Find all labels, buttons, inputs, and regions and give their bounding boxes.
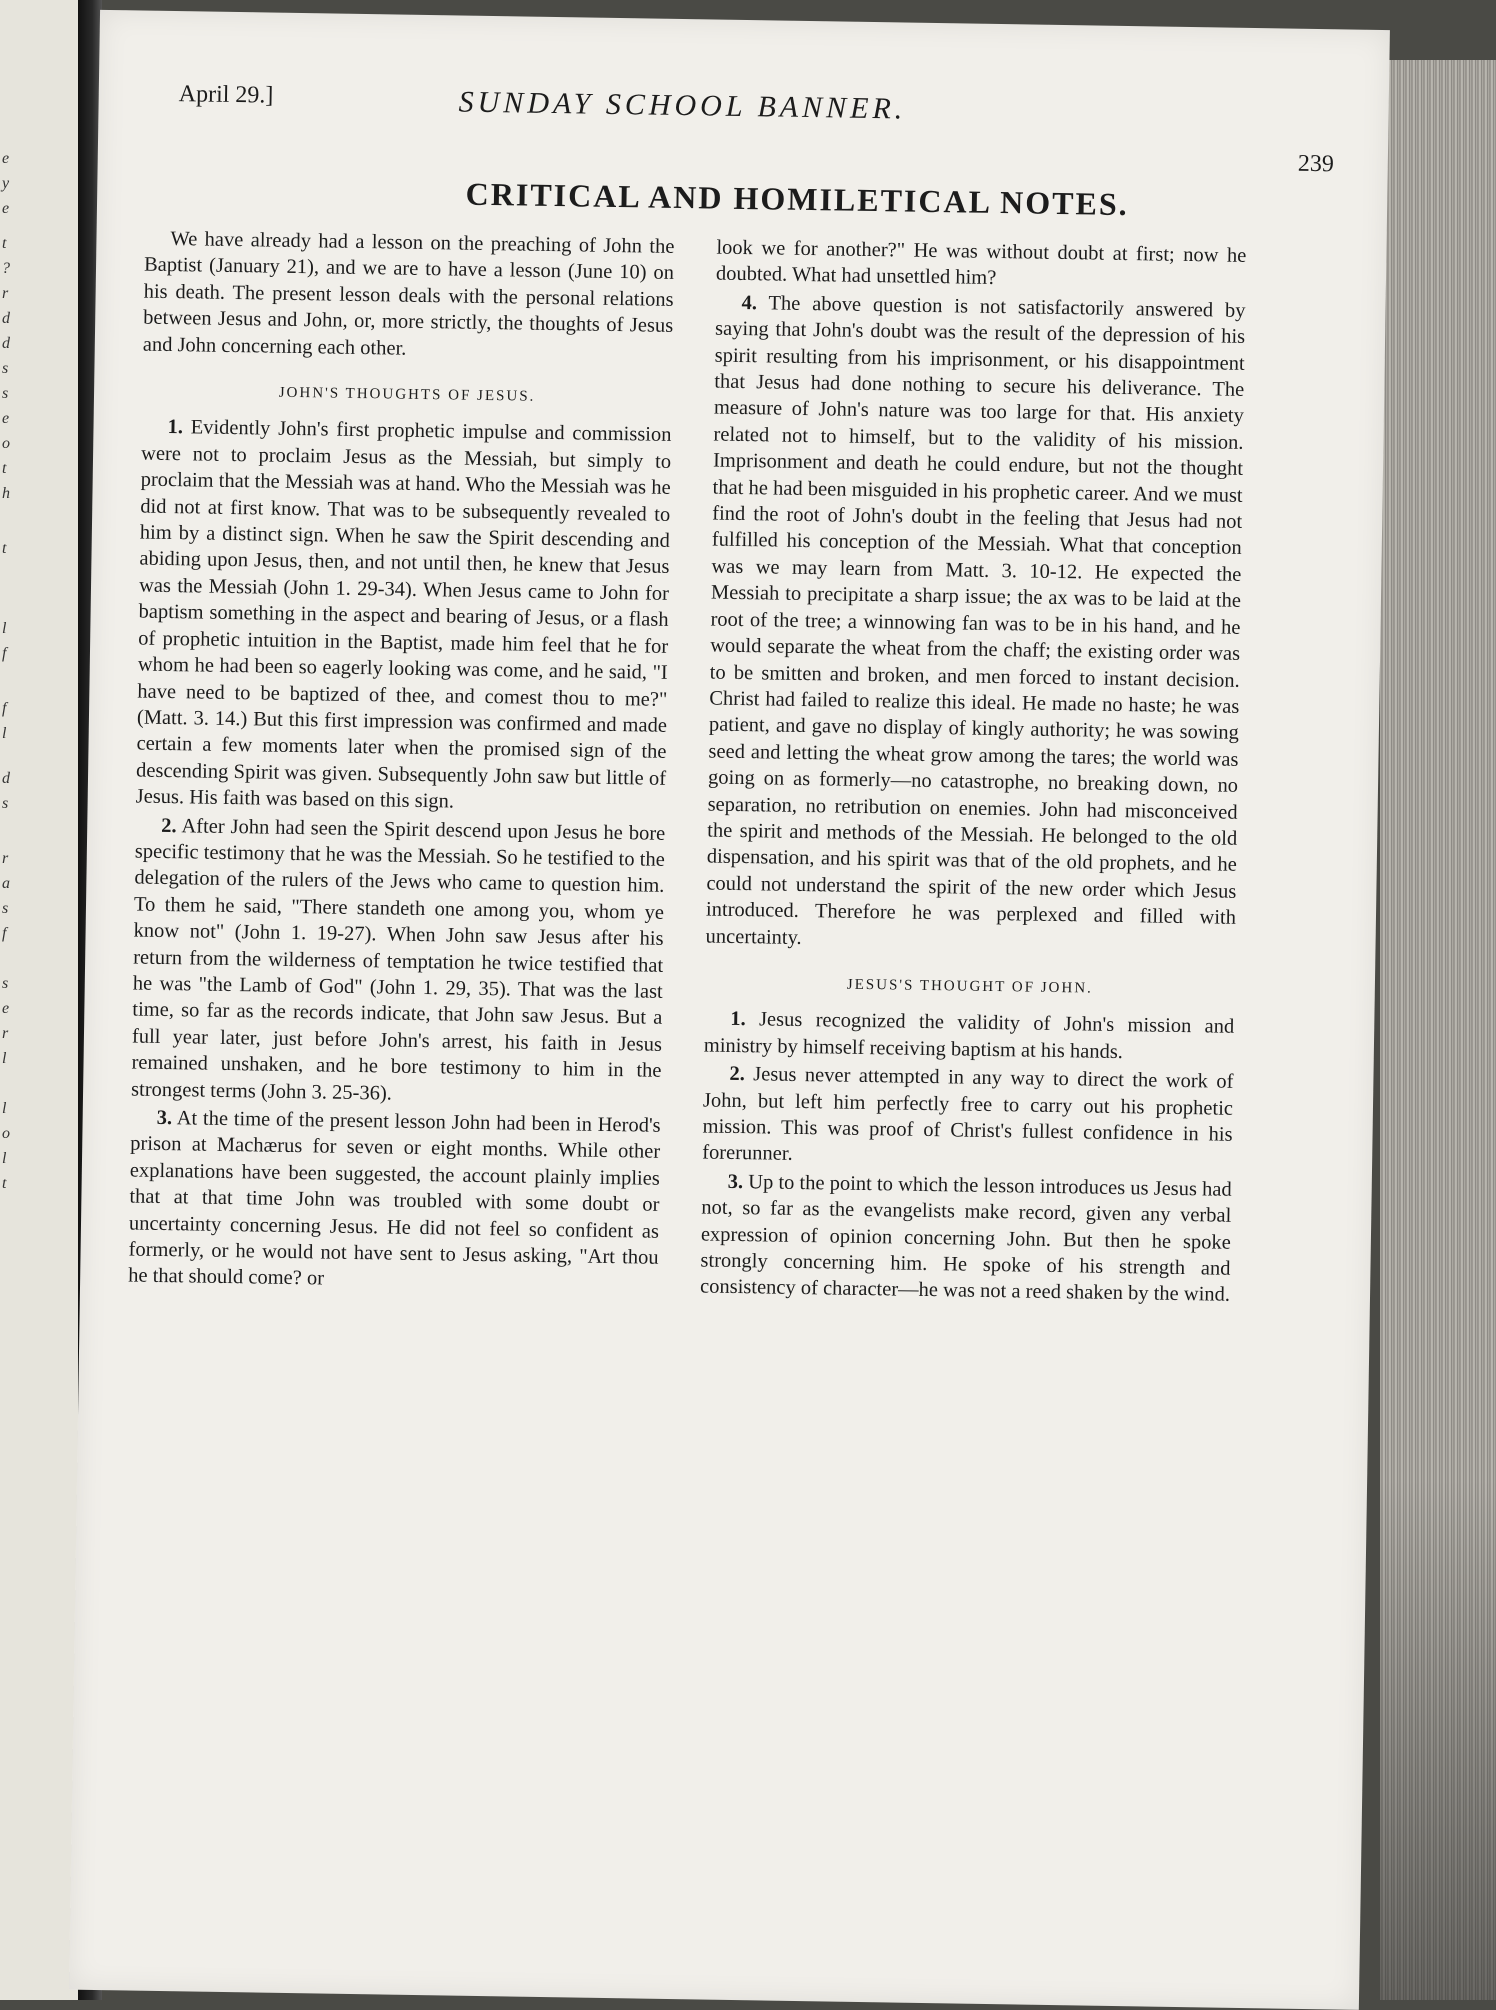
facing-page-letter: o xyxy=(2,435,10,452)
paragraph-number: 1. xyxy=(730,1008,746,1031)
header-date: April 29.] xyxy=(178,81,274,109)
intro-paragraph: We have already had a lesson on the preaching of John the Baptist (January 21), and we are to have a lesson (June 10) on his death. The present lesson deals with the personal relations between Jesus and John, or, more strictly, the thoughts of Jesus and John concerning each other. xyxy=(142,228,675,360)
paragraph-jesus-3 xyxy=(700,1168,1232,1308)
paragraph-number: 3. xyxy=(156,1106,173,1130)
facing-page-letter: e xyxy=(2,150,10,167)
running-header xyxy=(178,81,1339,178)
facing-page-letter: s xyxy=(2,385,9,402)
facing-page-letter: t xyxy=(2,460,7,477)
facing-page-letter: s xyxy=(2,795,9,812)
facing-page-letter: t xyxy=(2,235,7,252)
paragraph-jesus-1 xyxy=(704,1006,1235,1067)
facing-page-letter: s xyxy=(2,360,9,377)
paragraph-text: Jesus recognized the validity of John's mission and ministry by himself receiving baptism at his hands. xyxy=(703,1008,1235,1063)
paragraph-text: At the time of the present lesson John had been in Herod's prison at Machærus for seven or eight months. While other explanations have been suggested, the account plainly implies that at that time John was troubled with some doubt or uncertainty concerning Jesus. He did not feel so confident as formerly, or he would not have sent to Jesus asking, "Art thou he that should come? or xyxy=(128,1107,661,1290)
facing-page-letter: o xyxy=(2,1125,10,1142)
facing-page-letter: d xyxy=(2,335,10,352)
paragraph-text: Jesus never attempted in any way to direct the work of John, but left him perfectly free to carry out his prophetic mission. This was proof of Christ's fullest confidence in his forerunner. xyxy=(702,1063,1234,1166)
facing-page-letter: d xyxy=(2,770,10,787)
paragraph-john-3 xyxy=(128,1104,661,1297)
facing-page-letter: h xyxy=(2,485,10,502)
facing-page-letter: l xyxy=(2,725,7,742)
section-heading-jesus: JESUS'S THOUGHT OF JOHN. xyxy=(846,976,1093,997)
facing-page-letter: l xyxy=(2,620,7,637)
continuation-paragraph: look we for another?" He was without doubt at first; now he doubted. What had unsettled him? xyxy=(715,236,1247,290)
facing-page-letter: r xyxy=(2,850,9,867)
paragraph-text: Up to the point to which the lesson introduces us Jesus had not, so far as the evangelists make record, given any verbal expression of opinion concerning John. But then he spoke strongly concerning him. He spoke of his strength and consistency of character—he was not a reed shaken by the wind. xyxy=(699,1171,1232,1307)
left-column xyxy=(128,226,675,1298)
facing-page-letter: t xyxy=(2,1175,7,1192)
paragraph-jesus-2 xyxy=(702,1061,1234,1175)
facing-page-letter: e xyxy=(2,410,10,427)
facing-page-letter: f xyxy=(2,925,7,942)
page-number: 239 xyxy=(1297,150,1335,178)
facing-page-letter: l xyxy=(2,1050,7,1067)
paragraph-john-4 xyxy=(705,289,1245,957)
paragraph-number: 4. xyxy=(741,291,758,315)
header-title: SUNDAY SCHOOL BANNER. xyxy=(458,85,907,126)
facing-page-letter: a xyxy=(2,875,10,892)
facing-page-letter: l xyxy=(2,1100,7,1117)
facing-page-letter: r xyxy=(2,285,9,302)
facing-page-letter: f xyxy=(2,700,7,717)
paragraph-number: 2. xyxy=(729,1063,745,1086)
facing-page-letter: r xyxy=(2,1025,9,1042)
facing-page-letter: s xyxy=(2,975,9,992)
right-column xyxy=(700,235,1247,1309)
facing-page-letter: y xyxy=(2,175,10,192)
paragraph-text: Evidently John's first prophetic impulse and commission were not to proclaim Jesus as the Messiah, but simply to proclaim that the Messiah was at hand. Who the Messiah was he did not at first know. That was to be subsequently revealed to him by a distinct sign. When he saw the Spirit descending and abiding upon Jesus, then, and not until then, he knew that Jesus was the Messiah (John 1. 29-34). When Jesus came to John for baptism something in the aspect and bearing of Jesus, or a flash of prophetic intuition in the Baptist, made him feel that he for whom he had been so eagerly looking was come, and he said, "I have need to be baptized of thee, and comest thou to me?" (Matt. 3. 14.) But this first impression was confirmed and made certain a few moments later when the promised sign of the descending Spirit was given. Subsequently John saw but little of Jesus. His faith was based on this sign. xyxy=(135,416,672,813)
paragraph-number: 3. xyxy=(727,1170,744,1193)
facing-page-letter: e xyxy=(2,1000,10,1017)
facing-page-letter: t xyxy=(2,540,7,557)
paragraph-text: After John had seen the Spirit descend upon Jesus he bore specific testimony that he was the Messiah. So he testified to the delegation of the rulers of the Jews who came to question him. To them he said, "There standeth one among you, whom ye know not" (John 1. 19-27). When John saw Jesus after his return from the wilderness of temptation he twice testified that he was "the Lamb of God" (John 1. 29, 35). That was the last time, so far as the records indicate, that John saw Jesus. But a full year later, just before John's arrest, his faith in Jesus remained unshaken, and he bore testimony to him in the strongest terms (John 3. 25-36). xyxy=(130,814,666,1105)
paragraph-number: 2. xyxy=(161,814,177,837)
facing-page-letter: ? xyxy=(2,260,10,277)
book-page xyxy=(69,10,1390,2010)
facing-page-edge xyxy=(0,0,78,2000)
paragraph-text: The above question is not satisfactorily answered by saying that John's doubt was the result of the depression of his spirit resulting from his imprisonment, or his disappointment that Jesus had done nothing to secure his deliverance. The measure of John's nature was too large for that. His anxiety related not to himself, but to the validity of his mission. Imprisonment and death he could endure, but not the thought that he had been misguided in his prophetic career. And we must find the root of John's doubt in the feeling that Jesus had not fulfilled his conception of the Messiah. What that conception was we may learn from Matt. 3. 10-12. He expected the Messiah to precipitate a sharp issue; the ax was to be laid at the root of the tree; a winnowing fan was to be in his hand, and he would separate the wheat from the chaff; the existing order was to be smitten and broken, and men forced to instant decision. Christ had failed to realize this ideal. He made no haste; he was patient, and gave no display of kingly authority; he was sowing seed and letting the wheat grow among the tares; the world was going on as formerly—no catastrophe, no breaking down, no separation, no retribution on enemies. John had misconceived the spirit and methods of the Messiah. He belonged to the old dispensation, and his spirit was that of the old prophets, and he could not understand the spirit of the new order which Jesus introduced. Therefore he was perplexed and filled with uncertainty. xyxy=(705,292,1246,949)
paragraph-john-2 xyxy=(131,812,665,1111)
facing-page-letter: l xyxy=(2,1150,7,1167)
facing-page-letter: s xyxy=(2,900,9,917)
facing-page-letter: e xyxy=(2,200,10,217)
facing-page-letter: d xyxy=(2,310,10,327)
paragraph-john-1 xyxy=(136,414,672,818)
facing-page-letter: f xyxy=(2,645,7,662)
section-heading-john: JOHN'S THOUGHTS OF JESUS. xyxy=(278,384,536,405)
article-title: CRITICAL AND HOMILETICAL NOTES. xyxy=(465,175,1129,223)
page-edge-shadow xyxy=(1380,1480,1496,2000)
paragraph-number: 1. xyxy=(167,416,184,439)
